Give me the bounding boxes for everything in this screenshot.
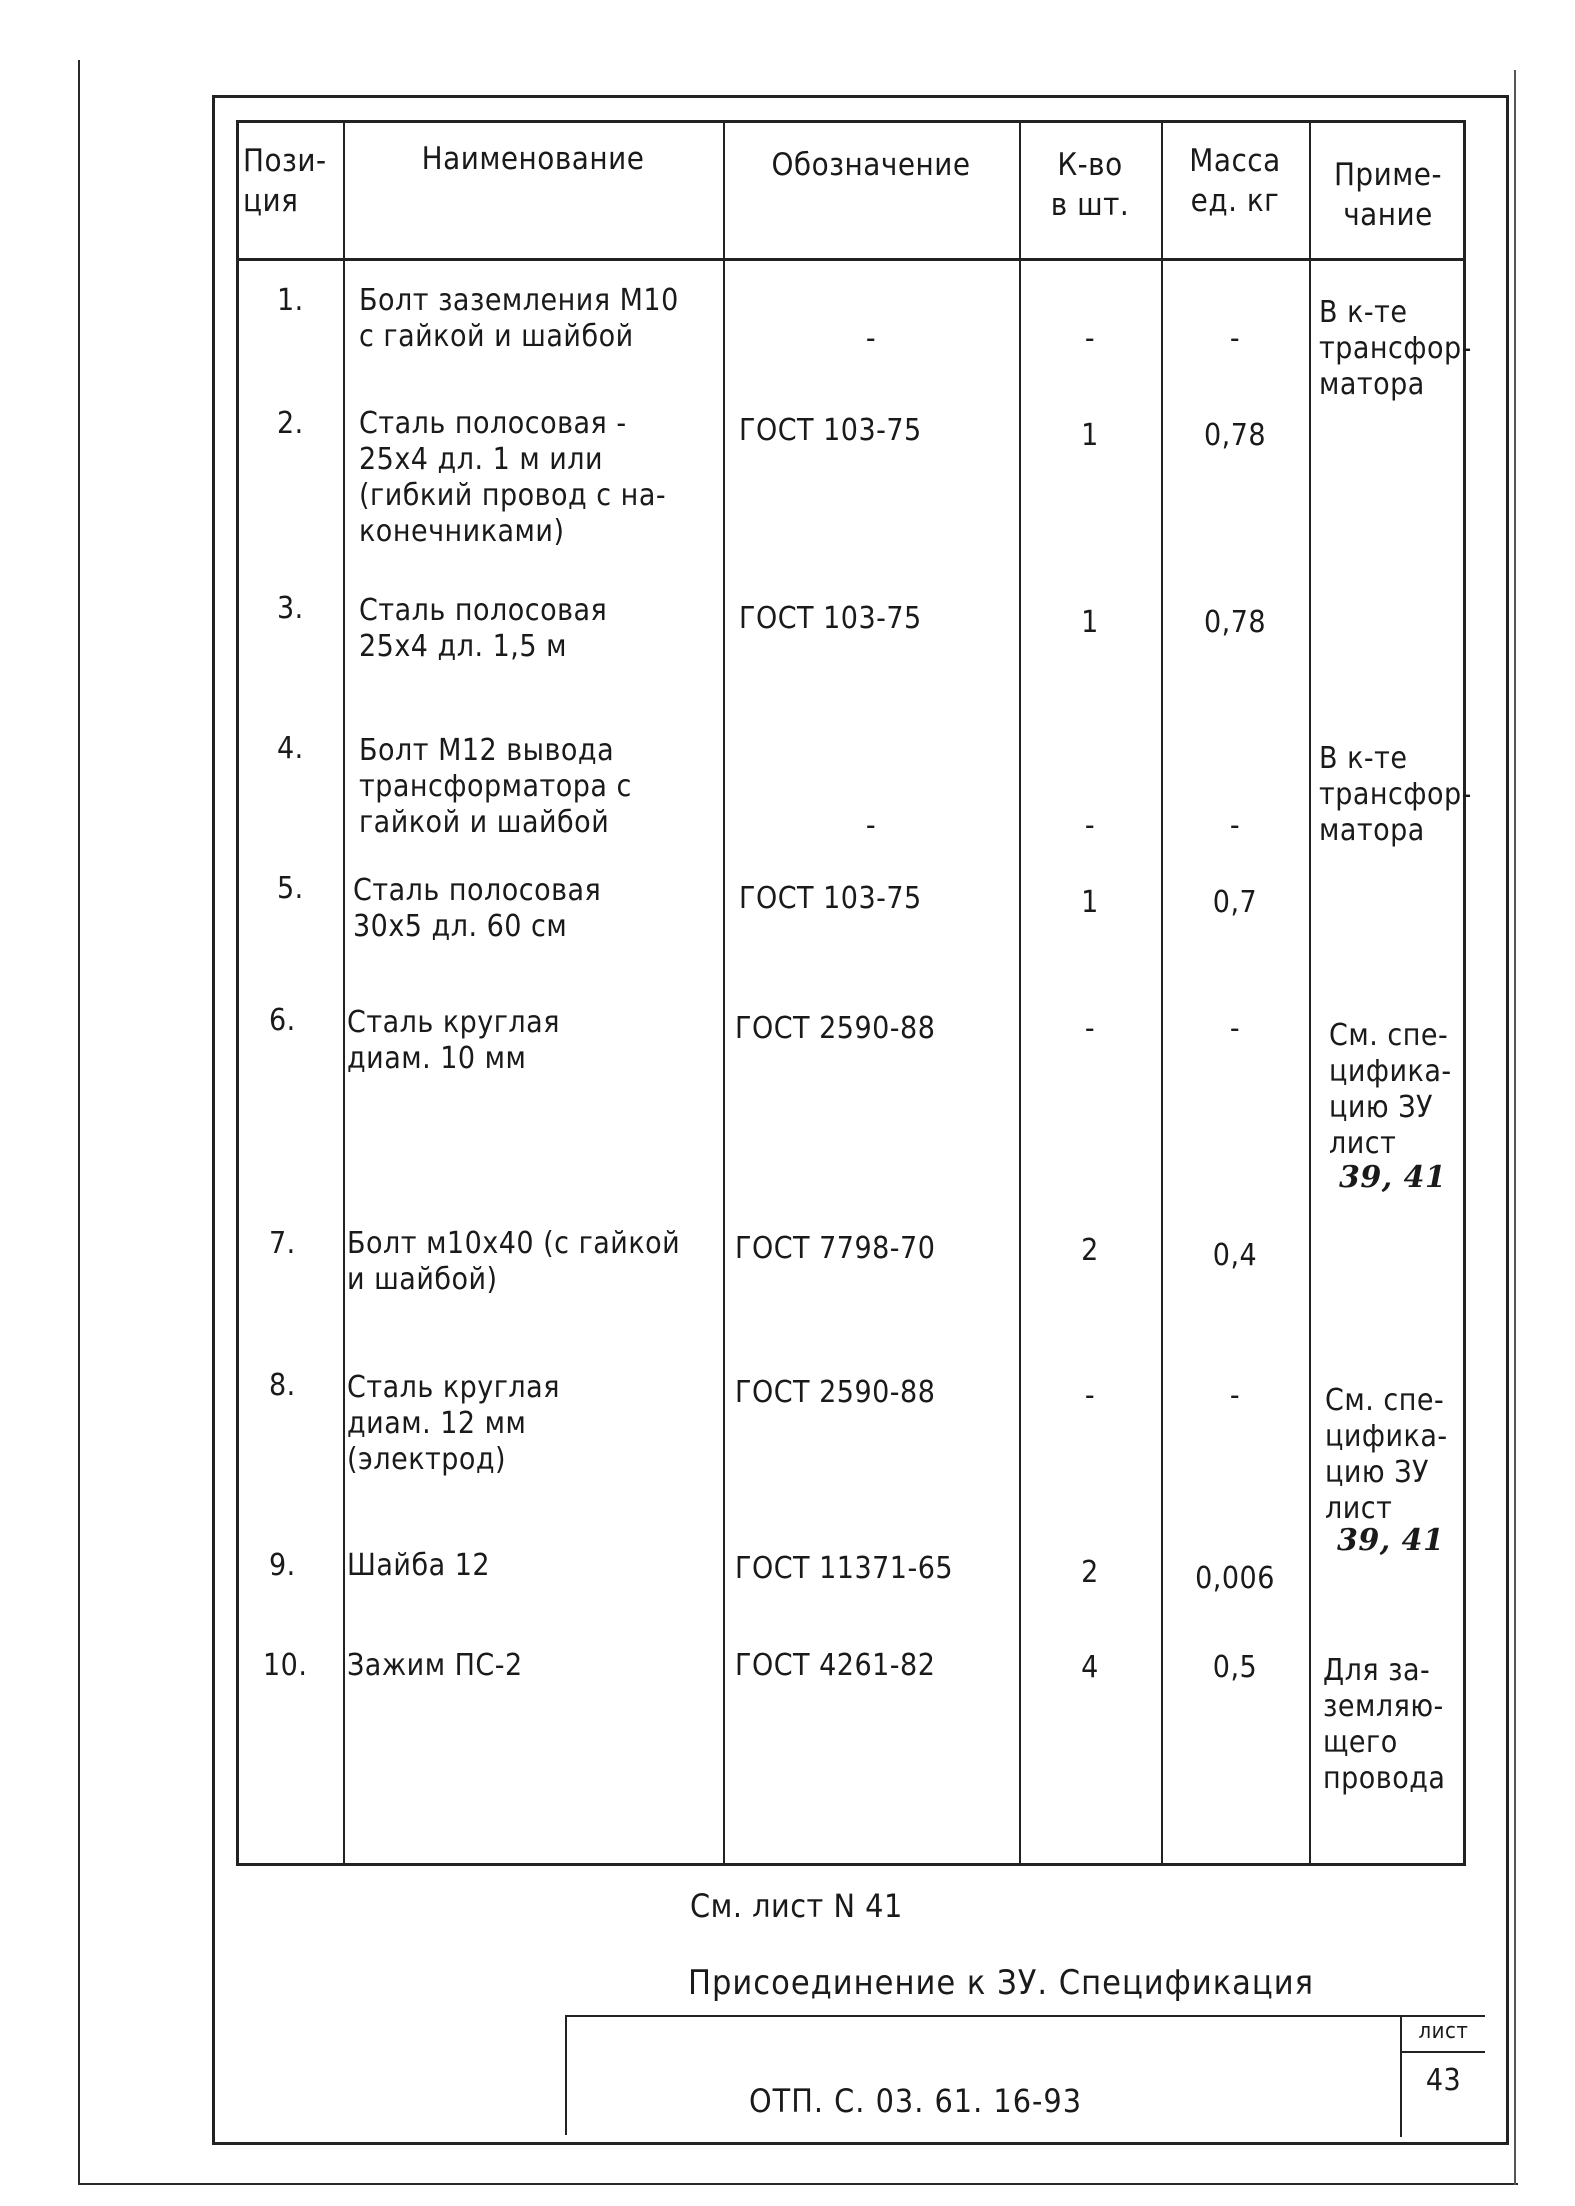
row-3-mass: 0,78 xyxy=(1203,605,1267,640)
row-9-quantity: 2 xyxy=(1081,1555,1099,1590)
scan-edge-left xyxy=(78,60,80,2185)
row-4-mass: - xyxy=(1229,808,1241,843)
row-7-designation: ГОСТ 7798-70 xyxy=(735,1231,936,1266)
row-4-note: В к-те трансфор- матора xyxy=(1319,741,1472,848)
drawing-title: Присоединение к ЗУ. Спецификация xyxy=(688,1963,1315,2003)
row-4-position: 4. xyxy=(277,731,304,766)
row-5-designation: ГОСТ 103-75 xyxy=(739,881,922,916)
row-7-mass: 0,4 xyxy=(1212,1238,1258,1273)
row-4-designation: - xyxy=(865,808,877,843)
row-8-position: 8. xyxy=(269,1368,296,1403)
sheet-reference: См. лист N 41 xyxy=(690,1887,903,1925)
row-1-name: Болт заземления М10 с гайкой и шайбой xyxy=(359,283,679,354)
row-8-name: Сталь круглая диам. 12 мм (электрод) xyxy=(347,1370,560,1477)
row-6-note: См. спе- цифика- цию ЗУ лист xyxy=(1329,1018,1452,1161)
row-10-position: 10. xyxy=(263,1648,308,1683)
col-divider xyxy=(1309,123,1311,1863)
row-5-position: 5. xyxy=(277,871,304,906)
title-block xyxy=(565,2015,1485,2135)
row-6-note-sheets: 39, 41 xyxy=(1339,1160,1447,1195)
row-7-position: 7. xyxy=(269,1226,296,1261)
row-8-mass: - xyxy=(1229,1378,1241,1413)
header-note: Приме- чание xyxy=(1333,157,1443,233)
row-4-name: Болт М12 вывода трансформатора с гайкой и шайбой xyxy=(359,733,632,840)
row-2-designation: ГОСТ 103-75 xyxy=(739,413,922,448)
document-code: ОТП. С. 03. 61. 16-93 xyxy=(749,2082,1083,2120)
row-10-mass: 0,5 xyxy=(1212,1650,1258,1685)
row-4-quantity: - xyxy=(1084,808,1096,843)
row-9-name: Шайба 12 xyxy=(347,1548,491,1583)
header-divider xyxy=(239,258,1463,261)
row-2-mass: 0,78 xyxy=(1203,418,1267,453)
row-2-quantity: 1 xyxy=(1081,418,1099,453)
row-6-name: Сталь круглая диам. 10 мм xyxy=(347,1005,560,1076)
specification-table xyxy=(236,120,1472,1866)
row-3-quantity: 1 xyxy=(1081,605,1099,640)
col-divider xyxy=(723,123,725,1863)
row-3-designation: ГОСТ 103-75 xyxy=(739,601,922,636)
scan-edge-right xyxy=(1514,70,1516,2185)
row-8-designation: ГОСТ 2590-88 xyxy=(735,1375,936,1410)
sheet-label: лист xyxy=(1418,2019,1469,2044)
row-7-name: Болт м10х40 (с гайкой и шайбой) xyxy=(347,1226,681,1297)
row-3-position: 3. xyxy=(277,591,304,626)
header-designation: Обозначение xyxy=(771,147,971,183)
row-1-mass: - xyxy=(1229,321,1241,356)
row-6-position: 6. xyxy=(269,1003,296,1038)
col-divider xyxy=(1019,123,1021,1863)
row-10-name: Зажим ПС-2 xyxy=(347,1648,523,1683)
row-2-position: 2. xyxy=(277,406,304,441)
row-1-position: 1. xyxy=(277,283,304,318)
row-8-quantity: - xyxy=(1084,1378,1096,1413)
row-10-designation: ГОСТ 4261-82 xyxy=(735,1648,936,1683)
col-divider xyxy=(1161,123,1163,1863)
header-position: Пози- ция xyxy=(243,143,327,219)
row-7-quantity: 2 xyxy=(1081,1233,1099,1268)
row-10-note: Для за- земляю- щего провода xyxy=(1323,1653,1446,1796)
row-1-quantity: - xyxy=(1084,321,1096,356)
header-quantity: К-во в шт. xyxy=(1050,147,1130,223)
sheet-number: 43 xyxy=(1425,2063,1462,2098)
row-6-mass: - xyxy=(1229,1011,1241,1046)
header-name: Наименование xyxy=(421,141,645,177)
row-10-quantity: 4 xyxy=(1081,1650,1099,1685)
col-divider xyxy=(343,123,345,1863)
row-5-name: Сталь полосовая 30х5 дл. 60 см xyxy=(353,873,602,944)
row-8-note: См. спе- цифика- цию ЗУ лист xyxy=(1325,1383,1448,1526)
row-1-designation: - xyxy=(865,321,877,356)
row-2-name: Сталь полосовая - 25х4 дл. 1 м или (гибкий провод с на- конечниками) xyxy=(359,406,667,549)
row-5-quantity: 1 xyxy=(1081,885,1099,920)
scan-edge-bottom xyxy=(78,2183,1518,2185)
sheet-box-divider xyxy=(1402,2051,1485,2053)
row-3-name: Сталь полосовая 25х4 дл. 1,5 м xyxy=(359,593,608,664)
sheet-number-box xyxy=(1400,2017,1485,2137)
row-9-mass: 0,006 xyxy=(1195,1561,1275,1596)
row-1-note: В к-те трансфор- матора xyxy=(1319,295,1472,402)
row-5-mass: 0,7 xyxy=(1212,885,1258,920)
row-9-position: 9. xyxy=(269,1548,296,1583)
row-8-note-sheets: 39, 41 xyxy=(1337,1523,1445,1558)
header-mass: Масса ед. кг xyxy=(1189,143,1281,219)
row-9-designation: ГОСТ 11371-65 xyxy=(735,1551,954,1586)
row-6-quantity: - xyxy=(1084,1011,1096,1046)
row-6-designation: ГОСТ 2590-88 xyxy=(735,1011,936,1046)
